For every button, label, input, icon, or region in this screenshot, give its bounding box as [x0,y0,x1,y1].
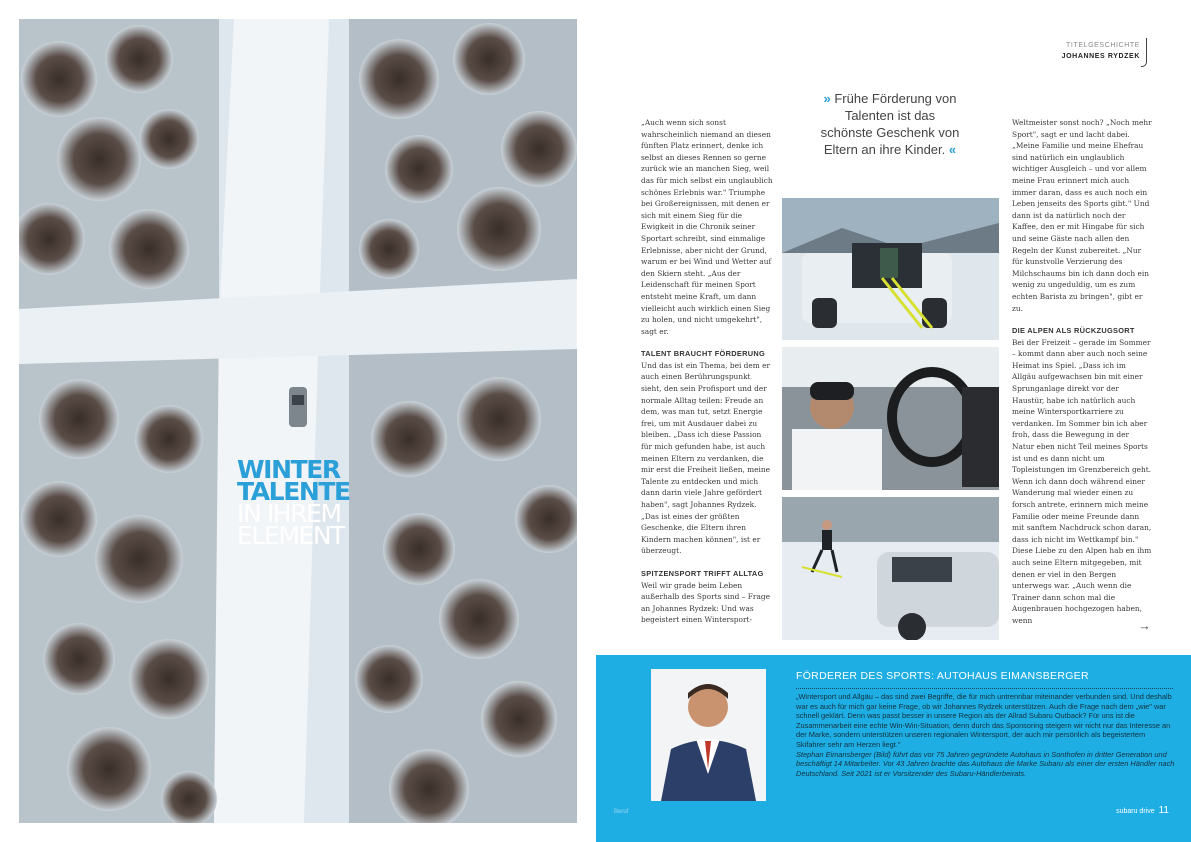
quote-open-icon: » [823,91,831,106]
article-column-3 [1012,117,1152,627]
hero-title-line3: IN IHREM [237,499,341,528]
photo-car-trunk [782,198,999,340]
hero-title [237,455,350,550]
sponsor-quote: „Wintersport und Allgäu – das sind zwei Begriffe, die für mich untrennbar miteinander verbunden sind. Und deshalb war es auch für mich gar keine Frage, ob wir Johannes Rydzek unterstützen. Auch die Frage nach dem „wie" war schnell geklärt. Denn was passt besser in unsere Region als der Allrad Subaru Outback? Für uns ist die Zusammenarbeit eine echte Win-Win-Situation, denn durch das Sponsoring steigern wir nicht nur das Interesse an der Marke, sondern unterstützen unseren regionalen Wintersport, der auch mir persönlich als begeistertem Skifahrer sehr am Herzen liegt." [796,692,1172,749]
footer-folio [1116,805,1169,816]
paragraph: Weltmeister sonst noch? „Noch mehr Sport", sagt er und lacht dabei. „Meine Familie und meine Ehefrau sind natürlich ein unglaublich wichtiger Ausgleich – und vor allem meine Frau erinnert mich auch immer daran, dass es auch noch ein Leben jenseits des Sports gibt." Und dann ist da natürlich noch der Kaffee, den er mit Hingabe für sich und seine Gäste nach allen den Regeln der Kunst zubereitet. „Nur für kunstvolle Verzierung des Milchschaums bin ich dann doch ein wenig zu ungeduldig, um es zum echten Barista zu bringen", gibt er zu. [1012,118,1152,313]
sponsor-title: FÖRDERER DES SPORTS: AUTOHAUS EIMANSBERGER [796,670,1089,682]
hero-title-line2: TALENTE [237,477,350,506]
hero-title-line1: WINTER [237,455,340,484]
quote-close-icon: « [948,142,957,157]
sponsor-text [796,692,1176,778]
photo-skier-and-car [782,497,999,640]
subheading: TALENT BRAUCHT FÖRDERUNG [641,349,766,359]
photo-driver [782,347,999,490]
footer-section-label: Beruf [614,809,629,815]
sponsor-caption: Stephan Eimansberger (Bild) führt das vor 75 Jahren gegründete Autohaus in Sonthofen in dritter Generation und beschäftigt 14 Mitarbeiter. Vor 43 Jahren brachte das Autohaus die Marke Subaru als einer der ersten Händler nach Deutschland. Seit 2021 ist er Vorsitzender des Subaru-Händlerbeirats. [796,749,1175,778]
paragraph: Weil wir grade beim Leben außerhalb des Sports sind – Frage an Johannes Rydzek: Und was begeistert einen Wintersport- [641,580,770,625]
subheading: DIE ALPEN ALS RÜCKZUGSORT [1012,326,1135,336]
quote-text: Frühe Förderung von Talenten ist das schönste Geschenk von Eltern an ihre Kinder. [820,91,960,157]
article-column-1 [641,117,773,626]
paragraph: „Auch wenn sich sonst wahrscheinlich niemand an diesen fünften Platz erinnert, denke ich selbst an dieses Rennen so gerne zurück wie an manchen Sieg, weil das für mich selbst ein unglaublich schönes Erlebnis war." Triumphe bei Großereignissen, mit denen er sich mit einem Sieg für die Ewigkeit in die Chronik seiner Sportart schreibt, sind einmalige Erlebnisse, aber nicht der Grund, warum er bei Wind und Wetter auf den Skiern steht. „Aus der Leidenschaft für meinen Sport entsteht meine Kraft, um dann vielleicht auch wirklich einen Sieg zu holen, und nicht umgekehrt", sagt er. [641,118,773,336]
sponsor-box [596,655,1191,842]
continue-arrow-icon: → [1138,618,1151,633]
section-header [1062,40,1140,62]
paragraph: Bei der Freizeit – gerade im Sommer – kommt dann aber auch noch seine Heimat ins Spiel. „Dass ich im Allgäu aufgewachsen bin mit einer Sprunganlage direkt vor der Haustür, habe ich natürlich auch meine Wintersportkarriere zu verdanken. Im Sommer bin ich aber froh, dass die Bewegung in der Natur eben nicht Teil meines Sports ist und es dann nicht um Topleistungen im Grenzbereich geht. Wenn ich dann doch während einer Wanderung mal wieder einen zu forsch antrete, erinnern mich meine Familie oder meine Freunde dann mit sanftem Nachdruck schon daran, dass ich nicht im Wettkampf bin." Diese Liebe zu den Alpen hab en ihm auch seine Eltern mitgegeben, mit denen er viel in den Bergen unterwegs war. „Auch wenn die Trainer dann schon mal die Augenbrauen hochgezogen haben, wenn [1012,337,1152,625]
header-kicker: TITELGESCHICHTE [1066,42,1140,49]
pull-quote [820,90,960,158]
hero-photo [19,19,577,823]
paragraph: Und das ist ein Thema, bei dem er auch einen Berührungspunkt sieht, den sein Profisport und der normale Alltag teilen: Freude an dem, was man tut, setzt Energie frei, um mit Ausdauer dabei zu bleiben. „Dass ich diese Passion für mich gefunden habe, ist auch meinen Eltern zu verdanken, die mir erst die Freiheit ließen, meine Talente zu entdecken und mich dann darin viele Jahre gefördert haben", sagt Johannes Rydzek. „Das ist eines der größten Geschenke, die Eltern ihren Kindern machen können", ist er überzeugt. [641,360,771,556]
divider [796,688,1173,689]
footer-magazine-name: subaru drive [1116,808,1155,815]
hero-title-line4: ELEMENT [237,521,345,550]
page-number: 11 [1158,805,1169,816]
header-name: JOHANNES RYDZEK [1061,53,1140,60]
aerial-forest-illustration [19,19,577,823]
subheading: SPITZENSPORT TRIFFT ALLTAG [641,568,764,578]
sponsor-portrait [651,669,766,801]
header-bracket-icon [1141,38,1147,67]
